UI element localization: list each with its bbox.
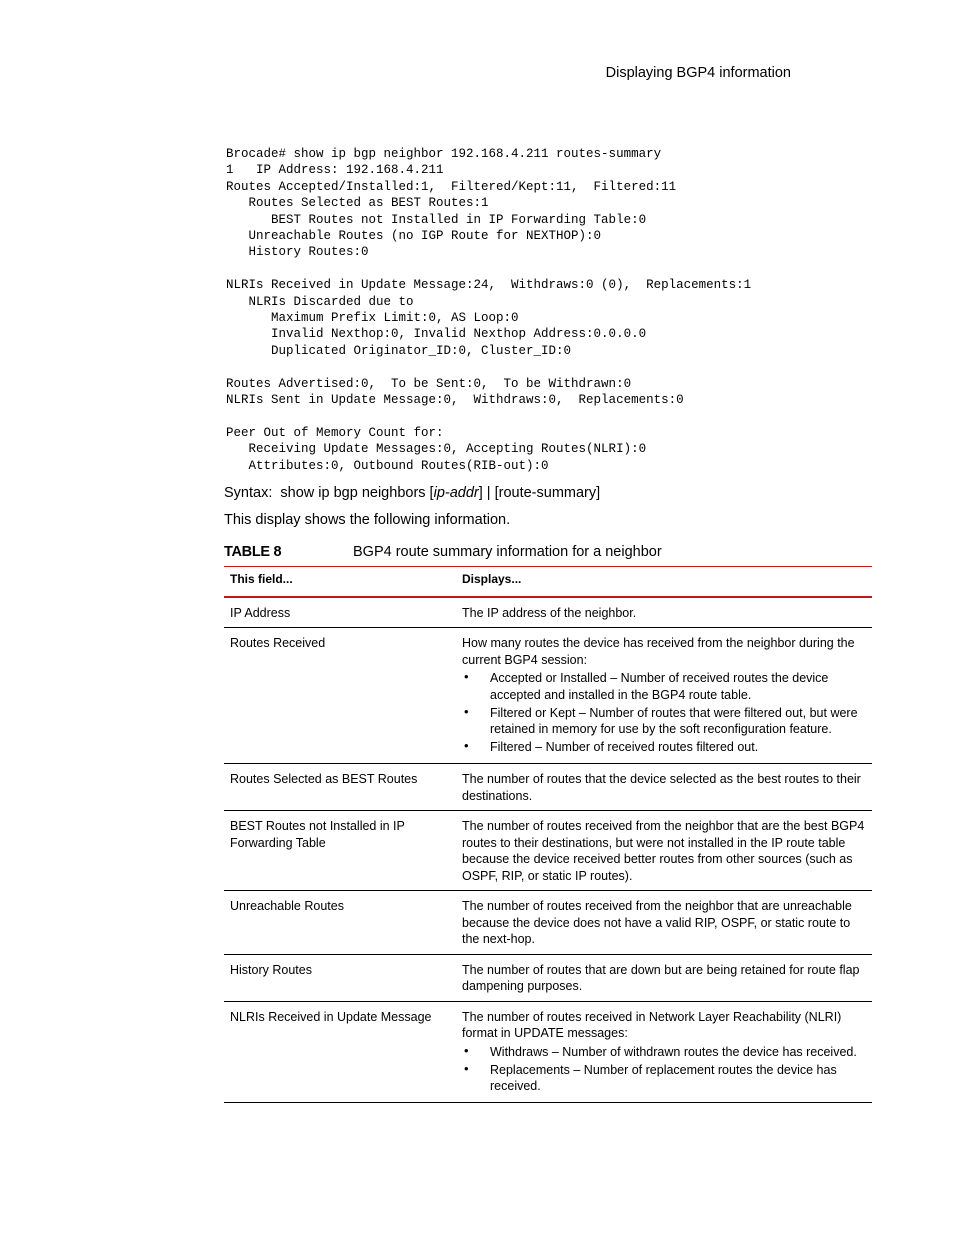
cli-output-line: Maximum Prefix Limit:0, AS Loop:0	[226, 311, 519, 326]
table-row	[224, 1001, 872, 1103]
table-row	[224, 811, 872, 891]
bullet-icon: •	[464, 703, 469, 719]
cli-output-line	[226, 359, 751, 375]
table-row	[224, 597, 872, 628]
syntax-line	[224, 485, 600, 501]
bullet-item	[462, 739, 866, 756]
syntax-command: show ip bgp neighbors	[280, 485, 426, 501]
cli-output-line: NLRIs Received in Update Message:24, Withdraws:0 (0), Replacements:1	[226, 278, 752, 293]
cli-output-line: Unreachable Routes (no IGP Route for NEXTHOP):0	[226, 229, 602, 244]
syntax-separator: ] | [	[478, 485, 499, 501]
field-name-cell: Routes Selected as BEST Routes	[224, 764, 456, 811]
description-text: The IP address of the neighbor.	[462, 605, 637, 620]
cli-output-line: BEST Routes not Installed in IP Forwarding Table:0	[226, 212, 647, 227]
field-name-cell: BEST Routes not Installed in IP Forwarding Table	[224, 811, 456, 891]
description-cell	[456, 954, 872, 1001]
description-text: The number of routes that are down but are being retained for route flap dampening purposes.	[462, 962, 860, 993]
bullet-icon: •	[464, 1042, 469, 1058]
syntax-param: ip-addr	[433, 485, 479, 501]
field-name-cell: NLRIs Received in Update Message	[224, 1001, 456, 1103]
cli-output-line: History Routes:0	[226, 245, 369, 260]
syntax-bracket-close: ]	[596, 485, 601, 501]
table-header-row	[224, 567, 872, 597]
cli-output-line: Routes Accepted/Installed:1, Filtered/Kept:11, Filtered:11	[226, 179, 677, 194]
cli-output-line: Routes Selected as BEST Routes:1	[226, 196, 489, 211]
syntax-label: Syntax:	[224, 485, 273, 501]
table-body	[224, 597, 872, 1103]
column-header-displays: Displays...	[456, 567, 872, 597]
cli-output-line: Invalid Nexthop:0, Invalid Nexthop Address:0.0.0.0	[226, 327, 647, 342]
syntax-option: route-summary	[498, 485, 597, 501]
description-text: The number of routes received from the neighbor that are the best BGP4 routes to their destinations, but were not installed in the IP route table because the device received better routes from other sources (such as OSPF, RIP, or static IP routes).	[462, 819, 865, 883]
bullet-item	[462, 1044, 866, 1061]
cli-output-line: Brocade# show ip bgp neighbor 192.168.4.211 routes-summary	[226, 147, 662, 161]
cli-output-line: Routes Advertised:0, To be Sent:0, To be Withdrawn:0	[226, 376, 632, 391]
description-cell	[456, 597, 872, 628]
column-header-field: This field...	[224, 567, 456, 597]
table-row	[224, 628, 872, 764]
cli-output-line: Peer Out of Memory Count for:	[226, 425, 444, 440]
running-header: Displaying BGP4 information	[605, 65, 791, 81]
cli-output-line	[226, 408, 751, 424]
bullet-text: Withdraws – Number of withdrawn routes the device has received.	[490, 1044, 857, 1059]
cli-output-block	[226, 146, 751, 474]
description-cell	[456, 764, 872, 811]
bullet-list	[462, 670, 866, 756]
table-number: TABLE 8	[224, 544, 282, 560]
cli-output-line: Duplicated Originator_ID:0, Cluster_ID:0	[226, 343, 572, 358]
bullet-list	[462, 1044, 866, 1095]
bullet-text: Filtered – Number of received routes filtered out.	[490, 740, 759, 754]
description-cell	[456, 811, 872, 891]
description-cell	[456, 1001, 872, 1103]
description-text: The number of routes received in Network Layer Reachability (NLRI) format in UPDATE messages:	[462, 1009, 842, 1040]
table-row	[224, 954, 872, 1001]
bullet-text: Accepted or Installed – Number of received routes the device accepted and installed in the BGP4 route table.	[490, 671, 829, 702]
intro-text: This display shows the following information.	[224, 512, 511, 528]
field-description-table	[224, 566, 872, 1103]
bullet-item	[462, 705, 866, 738]
table-row	[224, 764, 872, 811]
bullet-icon: •	[464, 1060, 469, 1076]
field-name-cell: IP Address	[224, 597, 456, 628]
description-cell	[456, 628, 872, 764]
cli-output-line: NLRIs Discarded due to	[226, 294, 414, 309]
bullet-item	[462, 1062, 866, 1095]
field-name-cell: Unreachable Routes	[224, 891, 456, 955]
description-text: The number of routes received from the neighbor that are unreachable because the device does not have a valid RIP, OSPF, or static route to the next-hop.	[462, 899, 852, 946]
bullet-icon: •	[464, 738, 469, 753]
cli-output-line: 1 IP Address: 192.168.4.211	[226, 163, 444, 178]
bullet-icon: •	[464, 669, 469, 684]
bullet-text: Replacements – Number of replacement routes the device has received.	[490, 1062, 837, 1093]
table-caption	[224, 544, 662, 560]
description-cell	[456, 891, 872, 955]
table-title: BGP4 route summary information for a neighbor	[353, 544, 662, 560]
table-row	[224, 891, 872, 955]
cli-output-line: NLRIs Sent in Update Message:0, Withdraws:0, Replacements:0	[226, 393, 684, 408]
field-name-cell: Routes Received	[224, 628, 456, 764]
description-text: The number of routes that the device selected as the best routes to their destinations.	[462, 772, 861, 803]
field-name-cell: History Routes	[224, 954, 456, 1001]
bullet-text: Filtered or Kept – Number of routes that were filtered out, but were retained in memory for use by the soft reconfiguration feature.	[490, 705, 858, 736]
cli-output-line: Attributes:0, Outbound Routes(RIB-out):0	[226, 458, 549, 473]
description-text: How many routes the device has received from the neighbor during the current BGP4 session:	[462, 636, 855, 667]
bullet-item	[462, 670, 866, 703]
cli-output-line: Receiving Update Messages:0, Accepting Routes(NLRI):0	[226, 442, 647, 457]
syntax-bracket-open: [	[425, 485, 434, 501]
cli-output-line	[226, 261, 751, 277]
